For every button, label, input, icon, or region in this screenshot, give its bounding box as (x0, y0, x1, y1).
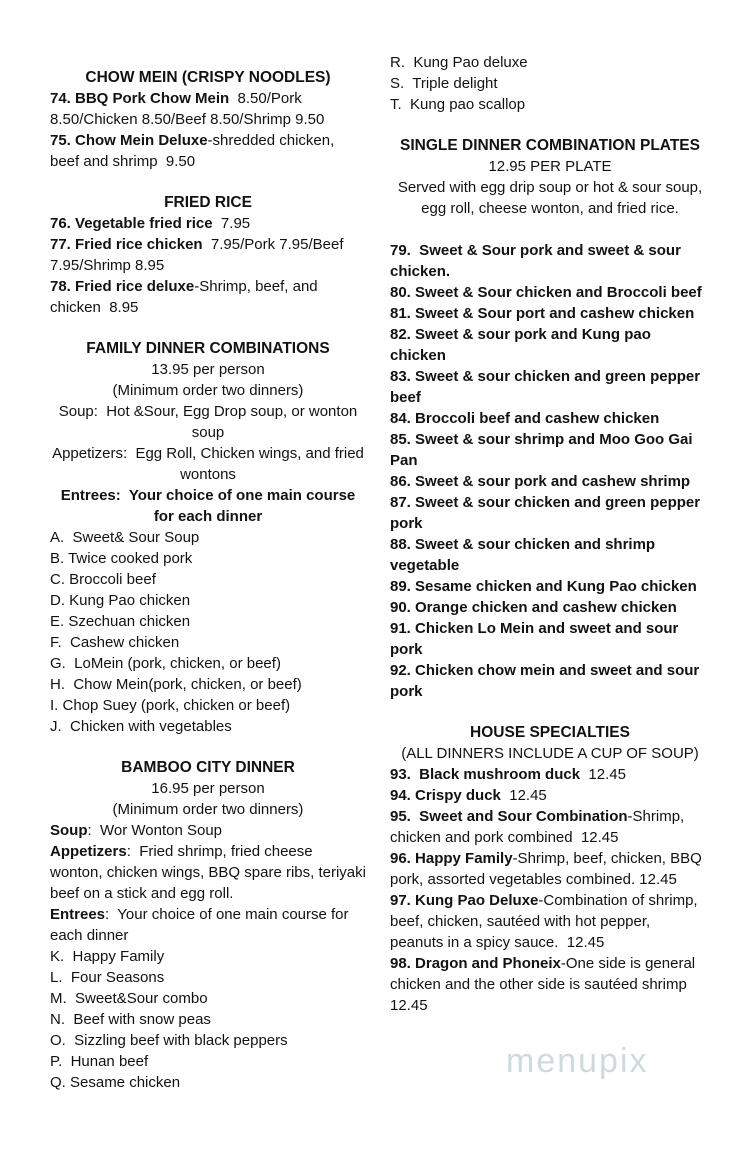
price-per-person: 16.95 per person (151, 780, 265, 797)
item-name: 98. Dragon and Phoneix (390, 955, 561, 972)
choice-item-n: N. Beef with snow peas (50, 1011, 211, 1028)
section-subtitle: (ALL DINNERS INCLUDE A CUP OF SOUP) (401, 745, 699, 762)
item-name: 96. Happy Family (390, 850, 513, 867)
appetizers-detail: : Fried shrimp, fried cheese wonton, chicken wings, BBQ spare ribs, teriyaki beef on a stick and egg roll. (50, 843, 371, 902)
section-single-dinner-combos (390, 135, 710, 702)
choice-item-e: E. Szechuan chicken (50, 613, 191, 630)
menu-item-96 (390, 848, 710, 890)
menu-item-95 (390, 806, 710, 848)
item-name: 95. Sweet and Sour Combination (390, 808, 628, 825)
appetizer-options: Appetizers: Egg Roll, Chicken wings, and fried wontons (52, 445, 369, 483)
item-detail: -Shrimp, beef, chicken, BBQ pork, assorted vegetables combined. 12.45 (390, 850, 706, 888)
choice-item-p: P. Hunan beef (50, 1053, 149, 1070)
price-per-person: 13.95 per person (151, 361, 265, 378)
entrees-detail: : Your choice of one main course for each dinner (50, 906, 353, 944)
minimum-order-note: (Minimum order two dinners) (112, 382, 304, 399)
menu-item-98 (390, 953, 710, 1016)
choice-item-b: B. Twice cooked pork (50, 550, 193, 567)
left-column (50, 46, 371, 1093)
choice-item-t: T. Kung pao scallop (390, 96, 526, 113)
item-detail: 7.95/Pork 7.95/Beef 7.95/Shrimp 8.95 (50, 236, 348, 274)
choice-item-i: I. Chop Suey (pork, chicken or beef) (50, 697, 291, 714)
section-title-single-dinner: SINGLE DINNER COMBINATION PLATES (400, 137, 700, 154)
menu-item-94 (390, 785, 710, 806)
minimum-order-note: (Minimum order two dinners) (112, 801, 304, 818)
soup-detail: : Wor Wonton Soup (87, 822, 223, 839)
menu-item-97 (390, 890, 710, 953)
menu-item-90: 90. Orange chicken and cashew chicken (390, 599, 677, 616)
menu-item-83: 83. Sweet & sour chicken and green pepper beef (390, 368, 705, 406)
choice-item-q: Q. Sesame chicken (50, 1074, 181, 1091)
choice-item-g: G. LoMein (pork, chicken, or beef) (50, 655, 281, 672)
item-detail: 7.95 (212, 215, 251, 232)
choice-item-o: O. Sizzling beef with black peppers (50, 1032, 288, 1049)
menu-item-75 (50, 130, 366, 172)
entrees-label: Entrees (50, 906, 106, 923)
section-title-bamboo-city: BAMBOO CITY DINNER (121, 759, 295, 776)
item-name: 74. BBQ Pork Chow Mein (50, 90, 230, 107)
section-title-family-dinner: FAMILY DINNER COMBINATIONS (86, 340, 330, 357)
choice-item-f: F. Cashew chicken (50, 634, 180, 651)
item-name: 76. Vegetable fried rice (50, 215, 213, 232)
menu-item-84: 84. Broccoli beef and cashew chicken (390, 410, 660, 427)
menu-item-87: 87. Sweet & sour chicken and green pepper pork (390, 494, 705, 532)
choice-item-s: S. Triple delight (390, 75, 498, 92)
appetizers-note (50, 841, 371, 904)
item-name: 78. Fried rice deluxe (50, 278, 195, 295)
appetizers-label: Appetizers (50, 843, 127, 860)
choice-item-k: K. Happy Family (50, 948, 165, 965)
item-detail: -Shrimp, beef, and chicken 8.95 (50, 278, 322, 316)
item-detail: 12.45 (580, 766, 626, 783)
item-detail: 12.45 (500, 787, 547, 804)
soup-note (50, 820, 366, 841)
item-name: 77. Fried rice chicken (50, 236, 203, 253)
combo-items (390, 240, 710, 702)
menu-item-79: 79. Sweet & Sour pork and sweet & sour chicken. (390, 242, 686, 280)
soup-label: Soup (50, 822, 88, 839)
section-title-fried-rice: FRIED RICE (164, 194, 252, 211)
item-detail: -Shrimp, chicken and pork combined 12.45 (390, 808, 689, 846)
menu-item-85: 85. Sweet & sour shrimp and Moo Goo Gai Pan (390, 431, 697, 469)
section-family-dinner (50, 338, 369, 737)
soup-options: Soup: Hot &Sour, Egg Drop soup, or wonton soup (58, 403, 362, 441)
menu-item-76 (50, 213, 366, 234)
choice-item-h: H. Chow Mein(pork, chicken, or beef) (50, 676, 302, 693)
item-detail: -One side is general chicken and the other side is sautéed shrimp 12.45 (390, 955, 700, 1014)
section-house-specialties (390, 722, 710, 1016)
section-chow-mein (50, 67, 366, 172)
menu-item-92: 92. Chicken chow mein and sweet and sour pork (390, 662, 704, 700)
right-column (390, 46, 710, 1093)
price-per-plate: 12.95 PER PLATE (488, 158, 612, 175)
section-description: Served with egg drip soup or hot & sour soup, egg roll, cheese wonton, and fried rice. (397, 179, 707, 217)
choice-item-a: A. Sweet& Sour Soup (50, 529, 200, 546)
choice-item-l: L. Four Seasons (50, 969, 165, 986)
menu-item-89: 89. Sesame chicken and Kung Pao chicken (390, 578, 697, 595)
menupix-watermark: menupix (506, 1042, 649, 1080)
entrees-note (50, 904, 366, 946)
menu-item-86: 86. Sweet & sour pork and cashew shrimp (390, 473, 691, 490)
section-title-house-specialties: HOUSE SPECIALTIES (470, 724, 630, 741)
section-fried-rice (50, 192, 366, 318)
menu-item-91: 91. Chicken Lo Mein and sweet and sour pork (390, 620, 683, 658)
menu-item-82: 82. Sweet & sour pork and Kung pao chicken (390, 326, 656, 364)
item-name: 97. Kung Pao Deluxe (390, 892, 539, 909)
item-name: 93. Black mushroom duck (390, 766, 581, 783)
choice-item-c: C. Broccoli beef (50, 571, 156, 588)
menu-item-80: 80. Sweet & Sour chicken and Broccoli beef (390, 284, 702, 301)
menu-item-81: 81. Sweet & Sour port and cashew chicken (390, 305, 695, 322)
item-name: 94. Crispy duck (390, 787, 501, 804)
menu-item-74 (50, 88, 366, 130)
item-detail: 8.50/Pork 8.50/Chicken 8.50/Beef 8.50/Shrimp 9.50 (50, 90, 325, 128)
choice-item-r: R. Kung Pao deluxe (390, 54, 528, 71)
choice-item-d: D. Kung Pao chicken (50, 592, 191, 609)
menu-item-88: 88. Sweet & sour chicken and shrimp vegetable (390, 536, 660, 574)
section-bamboo-city-continued (390, 52, 710, 115)
menu-item-78 (50, 276, 366, 318)
choice-item-j: J. Chicken with vegetables (50, 718, 232, 735)
menu-item-77 (50, 234, 366, 276)
item-name: 75. Chow Mein Deluxe (50, 132, 208, 149)
item-detail: -Combination of shrimp, beef, chicken, sautéed with hot pepper, peanuts in a spicy sauce. 12.45 (390, 892, 702, 951)
section-bamboo-city (50, 757, 371, 1093)
entree-note: Entrees: Your choice of one main course for each dinner (60, 487, 360, 525)
section-title-chow-mein: CHOW MEIN (CRISPY NOODLES) (85, 69, 331, 86)
menu-item-93 (390, 764, 710, 785)
item-detail: -shredded chicken, beef and shrimp 9.50 (50, 132, 339, 170)
choice-item-m: M. Sweet&Sour combo (50, 990, 208, 1007)
